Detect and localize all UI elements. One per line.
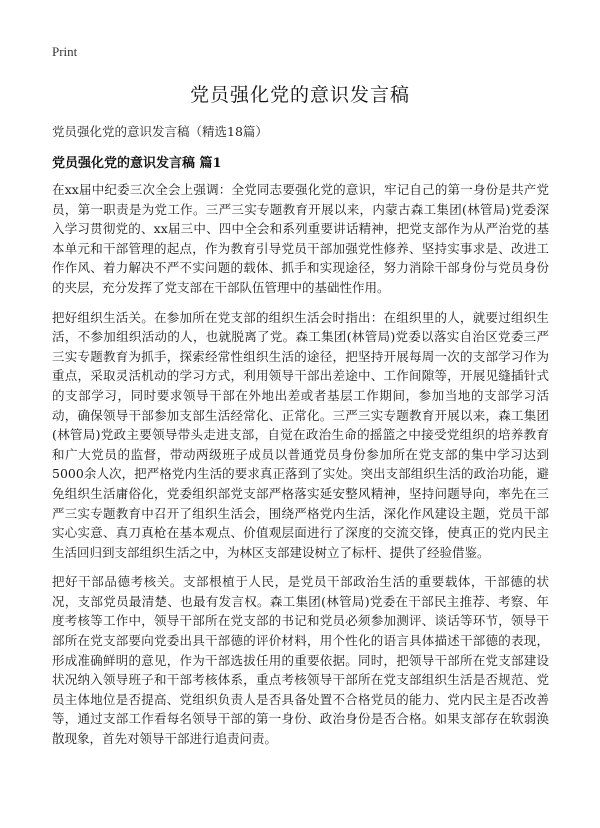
paragraph-2: 把好组织生活关。在参加所在党支部的组织生活会时指出：在组织里的人，就要过组织生活，不参加组织活动的人，也就脱离了党。森工集团(林管局)党委以落实自治区党委三严三实专题教育为抓手，探索经常性组织生活的途径，把坚持开展每周一次的支部学习作为重点，采取灵活机动的学习方式，利用领导干部出差途中、工作间隙等，开展见缝插针式的支部学习，同时要求领导干部在外地出差或者基层工作期间，参加当地的支部学习活动，确保领导干部参加支部生活经常化、正常化。三严三实专题教育开展以来，森工集团(林管局)党政主要领导带头走进支部，自觉在政治生命的摇篮之中接受党组织的培养教育和广大党员的监督，带动两级班子成员以普通党员身份参加所在党支部的集中学习达到5000余人次，把严格党内生活的要求真正落到了实处。突出支部组织生活的政治功能，避免组织生活庸俗化，党委组织部党支部严格落实延安整风精神，坚持问题导向，率先在三严三实专题教育中召开了组织生活会，围绕严格党内生活，深化作风建设主题，党员干部实心实意、真刀真枪在基本观点、价值观层面进行了深度的交流交锋，使真正的党内民主生活回归到支部组织生活之中，为林区支部建设树立了标杆、提供了经验借鉴。: [52, 309, 549, 560]
document-body: [52, 180, 549, 759]
print-label[interactable]: Print: [52, 44, 78, 59]
paragraph-1: 在xx届中纪委三次全会上强调：全党同志要强化党的意识，牢记自己的第一身份是共产党员，第一职责是为党工作。三严三实专题教育开展以来，内蒙古森工集团(林管局)党委深入学习贯彻党的、xx届三中、四中全会和系列重要讲话精神，把党支部作为从严治党的基本单元和干部管理的起点，作为教育引导党员干部加强党性修养、坚持实事求是、改进工作作风、着力解决不严不实问题的载体、抓手和实现途径，努力消除干部身份与党员身份的夹层，充分发挥了党支部在干部队伍管理中的基础性作用。: [52, 182, 549, 295]
paragraph-3: 把好干部品德考核关。支部根植于人民，是党员干部政治生活的重要载体，干部德的状况，支部党员最清楚、也最有发言权。森工集团(林管局)党委在干部民主推荐、考察、年度考核等工作中，领导干部所在党支部的书记和党员必须参加测评、谈话等环节，领导干部所在党支部要向党委出具干部德的评价材料，用个性化的语言具体描述干部德的表现，形成准确鲜明的意见，作为干部选拔任用的重要依据。同时，把领导干部所在党支部建设状况纳入领导班子和干部考核体系，重点考核领导干部所在党支部组织生活是否规范、党员主体地位是否提高、党组织负责人是否具备处置不合格党员的能力、党内民主是否改善等，通过支部工作看每名领导干部的第一身份、政治身份是否合格。如果支部存在软弱涣散现象，首先对领导干部进行追责问责。: [52, 574, 549, 747]
document-title: 党员强化党的意识发言稿: [189, 84, 410, 106]
document-subtitle: 党员强化党的意识发言稿（精选18篇）: [52, 124, 268, 139]
section-heading: 党员强化党的意识发言稿 篇1: [52, 156, 222, 171]
